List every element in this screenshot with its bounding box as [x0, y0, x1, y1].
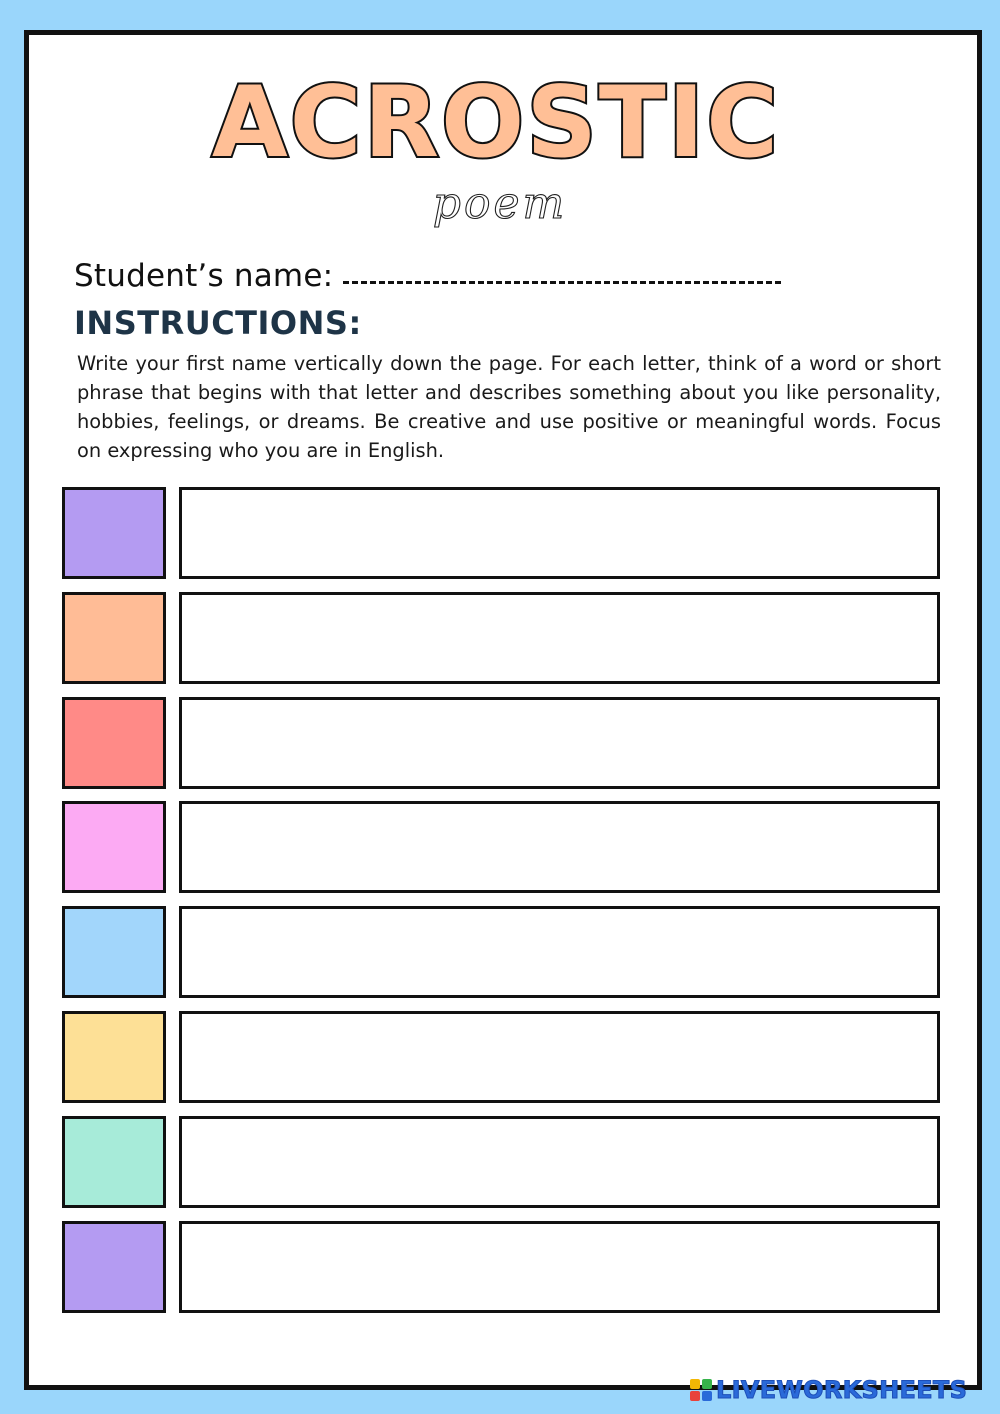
letter-color-box[interactable] — [62, 801, 166, 893]
answer-text-box[interactable] — [179, 592, 940, 684]
letter-color-box[interactable] — [62, 487, 166, 579]
letter-color-box[interactable] — [62, 1011, 166, 1103]
acrostic-row — [62, 906, 942, 998]
instructions-heading: INSTRUCTIONS: — [74, 304, 362, 342]
letter-color-box[interactable] — [62, 906, 166, 998]
title-svg — [0, 62, 1000, 172]
subtitle-text: poem — [432, 178, 568, 229]
answer-text-box[interactable] — [179, 801, 940, 893]
student-name-row — [74, 258, 781, 294]
title-heading — [0, 62, 1000, 172]
answer-text-box[interactable] — [179, 1221, 940, 1313]
acrostic-row — [62, 592, 942, 684]
answer-text-box[interactable] — [179, 1011, 940, 1103]
acrostic-row — [62, 801, 942, 893]
letter-color-box[interactable] — [62, 1116, 166, 1208]
student-name-label: Student’s name: — [74, 258, 334, 294]
answer-text-box[interactable] — [179, 697, 940, 789]
acrostic-row — [62, 1011, 942, 1103]
letter-color-box[interactable] — [62, 592, 166, 684]
liveworksheets-logo — [690, 1376, 967, 1404]
title-text: ACROSTIC — [211, 66, 781, 172]
subtitle-svg — [380, 170, 620, 260]
answer-text-box[interactable] — [179, 487, 940, 579]
answer-text-box[interactable] — [179, 1116, 940, 1208]
acrostic-row — [62, 487, 942, 579]
liveworksheets-logo-icon — [690, 1379, 712, 1401]
student-name-field[interactable] — [343, 279, 781, 284]
acrostic-row — [62, 697, 942, 789]
logo-text: LIVEWORKSHEETS — [716, 1376, 968, 1404]
acrostic-row — [62, 1116, 942, 1208]
letter-color-box[interactable] — [62, 1221, 166, 1313]
letter-color-box[interactable] — [62, 697, 166, 789]
acrostic-row — [62, 1221, 942, 1313]
subtitle — [380, 170, 620, 260]
answer-text-box[interactable] — [179, 906, 940, 998]
instructions-body: Write your first name vertically down the page. For each letter, think of a word or short phrase that begins with that letter and describes something about you like personality, hobbies, feelings, or dreams. Be creative and use positive or meaningful words. Focus on expressing who you are in English. — [77, 352, 941, 462]
